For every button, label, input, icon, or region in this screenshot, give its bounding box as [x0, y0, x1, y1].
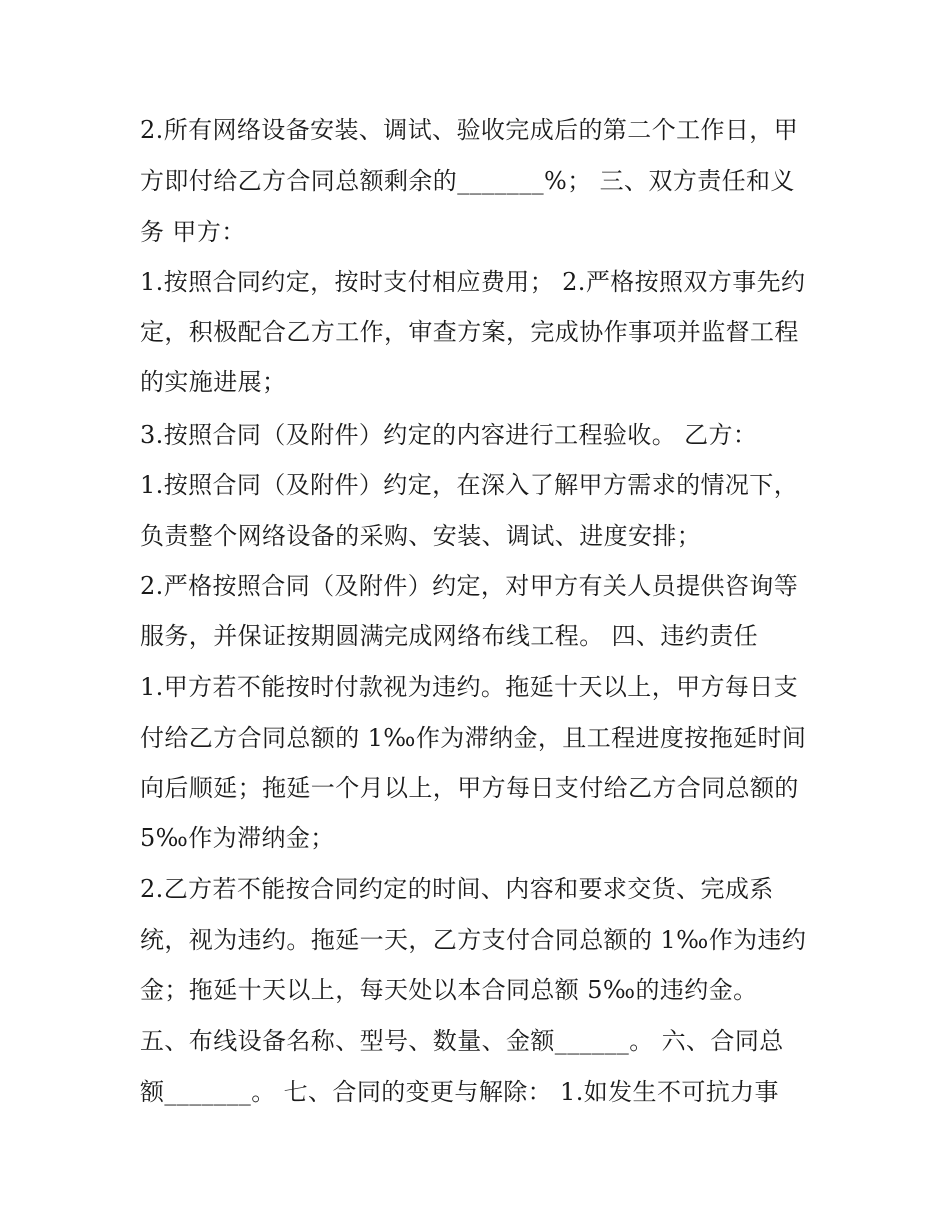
text-line: 1.按照合同（及附件）约定，在深入了解甲方需求的情况下， [140, 471, 799, 499]
text-line: 统，视为违约。拖延一天，乙方支付合同总额的 1‰作为违约 [140, 926, 807, 954]
text-line: 方即付给乙方合同总额剩余的_______%； 三、双方责任和义 [140, 167, 795, 195]
text-line: 金；拖延十天以上，每天处以本合同总额 5‰的违约金。 [140, 976, 758, 1004]
text-line: 五、布线设备名称、型号、数量、金额______。 六、合同总 [140, 1027, 784, 1055]
text-line: 额_______。 七、合同的变更与解除： 1.如发生不可抗力事 [140, 1078, 779, 1106]
text-line: 1.甲方若不能按时付款视为违约。拖延十天以上，甲方每日支 [140, 673, 799, 701]
text-line: 5‰作为滞纳金； [140, 824, 335, 852]
text-line: 2.严格按照合同（及附件）约定，对甲方有关人员提供咨询等 [140, 572, 799, 600]
text-line: 2.所有网络设备安装、调试、验收完成后的第二个工作日，甲 [140, 116, 799, 144]
text-line: 负责整个网络设备的采购、安装、调试、进度安排； [140, 522, 702, 550]
text-line: 3.按照合同（及附件）约定的内容进行工程验收。 乙方： [140, 421, 758, 449]
text-line: 1.按照合同约定，按时支付相应费用； 2.严格按照双方事先约 [140, 268, 806, 296]
text-line: 向后顺延；拖延一个月以上，甲方每日支付给乙方合同总额的 [140, 774, 799, 802]
text-line: 定，积极配合乙方工作，审查方案，完成协作事项并监督工程 [140, 318, 799, 346]
text-line: 服务，并保证按期圆满完成网络布线工程。 四、违约责任 [140, 622, 759, 650]
text-line: 务 甲方： [140, 218, 246, 246]
text-line: 付给乙方合同总额的 1‰作为滞纳金，且工程进度按拖延时间 [140, 724, 807, 752]
text-line: 的实施进展； [140, 368, 287, 396]
text-line: 2.乙方若不能按合同约定的时间、内容和要求交货、完成系 [140, 875, 774, 903]
